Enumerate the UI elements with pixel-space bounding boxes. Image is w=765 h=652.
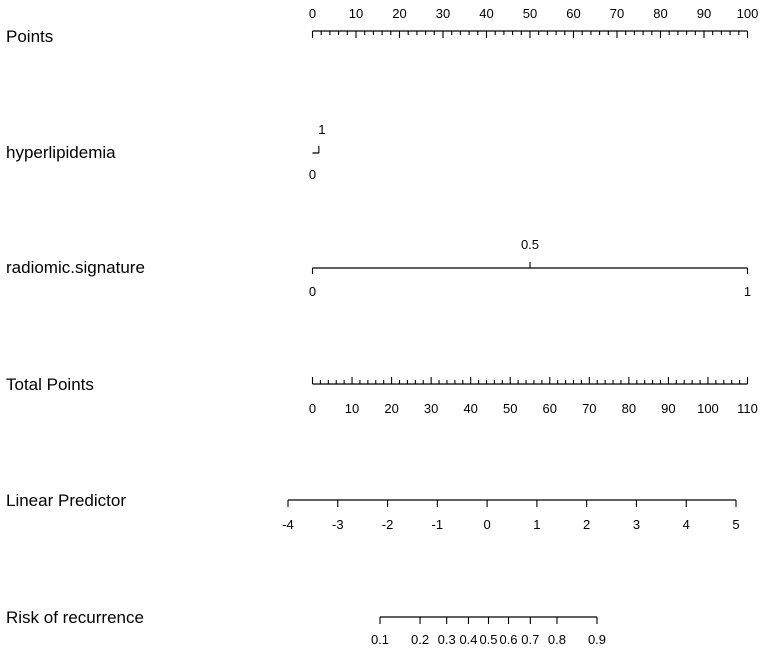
points-tick-label-100: 100: [736, 6, 759, 21]
risk-tick-label-0p1: 0.1: [370, 632, 390, 647]
total-points-tick-label-110: 110: [737, 401, 758, 416]
points-tick-label-30: 30: [435, 6, 451, 21]
linear-predictor-tick-label-m2: -2: [381, 517, 394, 532]
points-tick-label-70: 70: [609, 6, 625, 21]
total-points-tick-label-100: 100: [697, 401, 719, 416]
risk-tick-label-0p5: 0.5: [479, 632, 498, 647]
hyperlipidemia-level-label-1: 1: [318, 122, 326, 137]
linear-predictor-tick-label-2: 2: [583, 517, 591, 532]
points-tick-label-50: 50: [522, 6, 538, 21]
radiomic-signature-tick-label-1: 1: [743, 284, 752, 299]
linear-predictor-tick-label-1: 1: [533, 517, 541, 532]
linear-predictor-tick-label-3: 3: [632, 517, 641, 532]
linear-predictor-tick-label-m4: -4: [282, 517, 294, 532]
linear-predictor-tick-label-m1: -1: [431, 517, 444, 532]
points-tick-label-40: 40: [479, 6, 494, 21]
risk-tick-label-0p8: 0.8: [547, 632, 566, 647]
risk-tick-label-0p4: 0.4: [459, 632, 478, 647]
linear-predictor-tick-label-4: 4: [682, 517, 690, 532]
points-tick-label-60: 60: [566, 6, 581, 21]
total-points-tick-label-80: 80: [621, 401, 637, 416]
linear-predictor-tick-label-5: 5: [732, 517, 740, 532]
row-label-linear-predictor: Linear Predictor: [6, 491, 127, 510]
points-tick-label-90: 90: [696, 6, 712, 21]
total-points-tick-label-20: 20: [384, 401, 399, 416]
risk-tick-label-0p9: 0.9: [587, 632, 607, 647]
risk-tick-label-0p3: 0.3: [437, 632, 456, 647]
total-points-tick-label-60: 60: [542, 401, 558, 416]
total-points-tick-label-10: 10: [344, 401, 360, 416]
total-points-tick-label-0: 0: [308, 401, 317, 416]
row-label-points: Points: [6, 27, 54, 46]
total-points-tick-label-30: 30: [423, 401, 439, 416]
row-label-total-points: Total Points: [6, 375, 94, 394]
risk-tick-label-0p2: 0.2: [411, 632, 430, 647]
total-points-tick-label-90: 90: [661, 401, 676, 416]
linear-predictor-tick-label-m3: -3: [331, 517, 344, 532]
risk-tick-label-0p7: 0.7: [521, 632, 540, 647]
total-points-tick-label-70: 70: [582, 401, 597, 416]
radiomic-signature-tick-label-0p5: 0.5: [520, 237, 540, 252]
total-points-tick-label-50: 50: [502, 401, 518, 416]
row-label-radiomic-signature: radiomic.signature: [6, 258, 145, 277]
hyperlipidemia-level-label-0: 0: [308, 167, 317, 182]
points-tick-label-0: 0: [308, 6, 317, 21]
linear-predictor-tick-label-0: 0: [483, 517, 491, 532]
nomogram-scales: [282, 6, 758, 647]
points-tick-label-80: 80: [653, 6, 668, 21]
radiomic-signature-tick-label-0: 0: [308, 284, 317, 299]
points-tick-label-10: 10: [348, 6, 364, 21]
total-points-tick-label-40: 40: [463, 401, 478, 416]
points-tick-label-20: 20: [392, 6, 407, 21]
risk-tick-label-0p6: 0.6: [499, 632, 518, 647]
row-label-hyperlipidemia: hyperlipidemia: [6, 143, 116, 162]
row-label-risk-of-recurrence: Risk of recurrence: [6, 608, 144, 627]
